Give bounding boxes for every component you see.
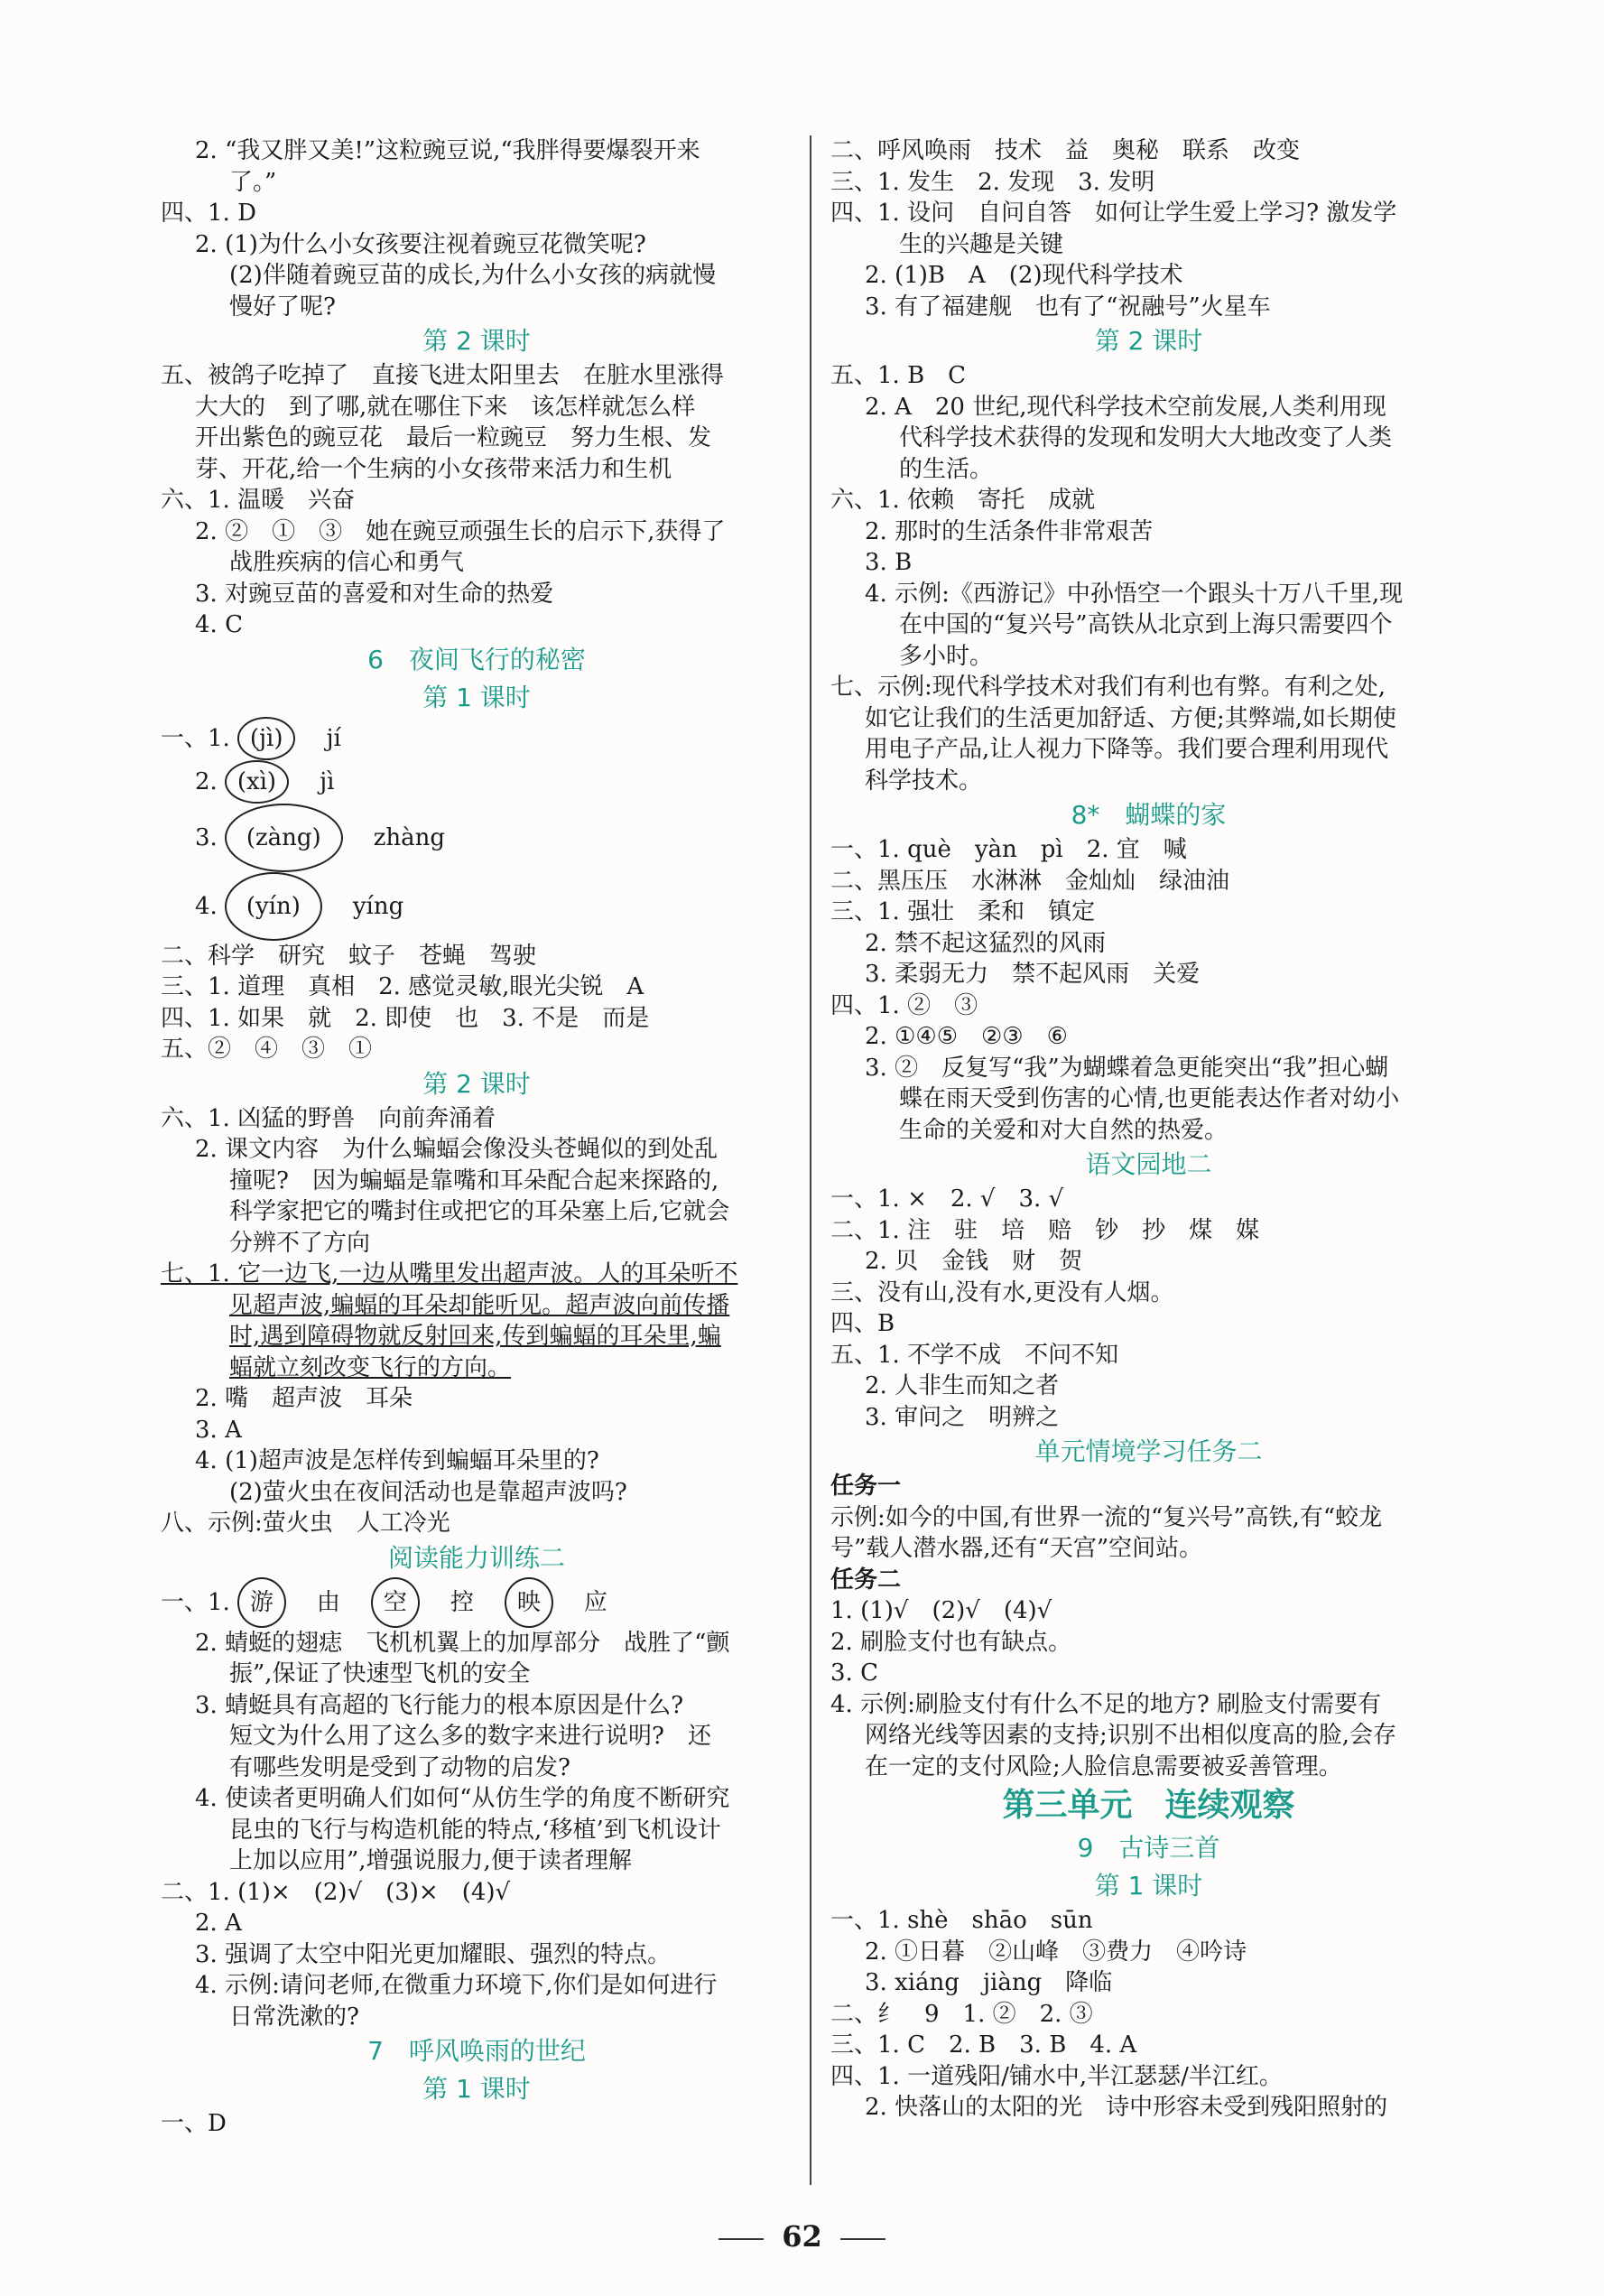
answer-line: 战胜疾病的信心和勇气 bbox=[229, 549, 465, 576]
circled-character: 空 bbox=[371, 1577, 420, 1628]
answer-line: 4. 使读者更明确人们如何“从仿生学的角度不断研究 bbox=[195, 1785, 730, 1812]
circled-pinyin: (zàng) bbox=[225, 804, 343, 872]
answer-line: 生命的关爱和对大自然的热爱。 bbox=[899, 1116, 1228, 1144]
circled-pinyin: (xì) bbox=[225, 760, 289, 804]
answer-line: 2. A bbox=[195, 1910, 242, 1937]
column-divider bbox=[810, 135, 811, 2185]
answer-line: 开出紫色的豌豆花 最后一粒豌豆 努力生根、发 bbox=[195, 424, 712, 451]
answer-line: 四、1. 设问 自问自答 如何让学生爱上学习? 激发学 bbox=[830, 200, 1397, 227]
answer-line: 撞呢? 因为蝙蝠是靠嘴和耳朵配合起来探路的, bbox=[229, 1167, 719, 1194]
answer-line: 生的兴趣是关键 bbox=[899, 230, 1064, 258]
answer-line: 2. 刷脸支付也有缺点。 bbox=[830, 1628, 1072, 1656]
pinyin-answer-line bbox=[161, 717, 793, 760]
pinyin-answer-line bbox=[161, 872, 793, 941]
answer-line: 3. xiáng jiàng 降临 bbox=[865, 1969, 1113, 1996]
answer-line: 二、纟 9 1. ② 2. ③ bbox=[830, 2000, 1093, 2028]
answer-line: 代科学技术获得的发现和发明大大地改变了人类 bbox=[899, 424, 1393, 451]
answer-line: 日常洗漱的? bbox=[229, 2003, 359, 2031]
answer-line: 2. ①日暮 ②山峰 ③费力 ④吟诗 bbox=[865, 1938, 1247, 1966]
section-heading: 7 呼风唤雨的世纪 bbox=[367, 2036, 586, 2066]
answer-line: 任务一 bbox=[830, 1473, 902, 1500]
answer-line: 3. 审问之 明辨之 bbox=[865, 1403, 1060, 1431]
section-heading: 第 2 课时 bbox=[1094, 326, 1203, 356]
answer-line: 2. 蜻蜓的翅痣 飞机机翼上的加厚部分 战胜了“颤 bbox=[195, 1629, 730, 1657]
answer-line: 3. 柔弱无力 禁不起风雨 关爱 bbox=[865, 961, 1201, 988]
answer-line: 3. ② 反复写“我”为蝴蝶着急更能突出“我”担心蝴 bbox=[865, 1054, 1389, 1082]
answer-line: 2. “我又胖又美!”这粒豌豆说,“我胖得要爆裂开来 bbox=[195, 137, 700, 164]
answer-line: 振”,保证了快速型飞机的安全 bbox=[229, 1660, 531, 1687]
answer-line: 七、1. 它一边飞,一边从嘴里发出超声波。人的耳朵听不 bbox=[161, 1260, 738, 1287]
answer-line: 2. 嘴 超声波 耳朵 bbox=[195, 1385, 413, 1412]
answer-line: 2. 贝 金钱 财 贺 bbox=[865, 1248, 1083, 1275]
right-column bbox=[830, 135, 1467, 2124]
answer-line: 五、1. B C bbox=[830, 362, 967, 389]
answer-line: 七、示例:现代科学技术对我们有利也有弊。有利之处, bbox=[830, 674, 1386, 701]
section-heading: 第 1 课时 bbox=[1094, 1871, 1203, 1901]
answer-line: (2)萤火虫在夜间活动也是靠超声波吗? bbox=[229, 1478, 627, 1506]
unit-heading: 第三单元 连续观察 bbox=[1002, 1787, 1295, 1824]
answer-line: 在一定的支付风险;人脸信息需要被妥善管理。 bbox=[865, 1752, 1342, 1780]
answer-line: 一、1. shè shāo sūn bbox=[830, 1907, 1093, 1934]
answer-line: 二、黑压压 水淋淋 金灿灿 绿油油 bbox=[830, 867, 1230, 895]
answer-line: 网络光线等因素的支持;识别不出相似度高的脸,会存 bbox=[865, 1722, 1397, 1749]
dash-right bbox=[840, 2238, 885, 2240]
answer-line: 蝶在雨天受到伤害的心情,也更能表达作者对幼小 bbox=[899, 1085, 1400, 1112]
item-number: 2. bbox=[195, 767, 218, 795]
answer-line: 3. 对豌豆苗的喜爱和对生命的热爱 bbox=[195, 580, 554, 608]
circled-character: 游 bbox=[237, 1577, 286, 1628]
answer-line: 在中国的“复兴号”高铁从北京到上海只需要四个 bbox=[899, 611, 1393, 638]
section-heading: 8* 蝴蝶的家 bbox=[1071, 800, 1227, 830]
circled-pinyin: (jì) bbox=[237, 717, 296, 760]
section-heading: 9 古诗三首 bbox=[1077, 1833, 1220, 1863]
answer-line: 三、1. 道理 真相 2. 感觉灵敏,眼光尖锐 A bbox=[161, 973, 644, 1000]
answer-line: 一、D bbox=[161, 2110, 227, 2137]
answer-line: 四、1. ② ③ bbox=[830, 991, 978, 1019]
page-number-footer bbox=[0, 2219, 1604, 2254]
pinyin-text: jì bbox=[296, 767, 335, 795]
pinyin-text: jí bbox=[302, 724, 341, 752]
answer-line: 2. ①④⑤ ②③ ⑥ bbox=[865, 1023, 1068, 1050]
answer-line: 3. B bbox=[865, 549, 913, 576]
answer-line: 一、1. què yàn pì 2. 宜 喊 bbox=[830, 836, 1187, 863]
answer-line: 五、1. 不学不成 不问不知 bbox=[830, 1341, 1119, 1369]
section-heading: 第 2 课时 bbox=[422, 1068, 531, 1099]
section-heading: 第 1 课时 bbox=[422, 2074, 531, 2104]
answer-line: 蝠就立刻改变飞行的方向。 bbox=[229, 1353, 512, 1381]
answer-line: 用电子产品,让人视力下降等。我们要合理利用现代 bbox=[865, 736, 1389, 763]
left-column bbox=[161, 135, 793, 2140]
answer-line: 1. (1)√ (2)√ (4)√ bbox=[830, 1597, 1052, 1624]
answer-line: 时,遇到障碍物就反射回来,传到蝙蝠的耳朵里,蝙 bbox=[229, 1323, 721, 1350]
answer-line: 一、1. × 2. √ 3. √ bbox=[830, 1185, 1064, 1213]
answer-line: 3. 蜻蜓具有高超的飞行能力的根本原因是什么? bbox=[195, 1691, 684, 1719]
section-heading: 第 2 课时 bbox=[422, 326, 531, 356]
answer-line: 2. 禁不起这猛烈的风雨 bbox=[865, 929, 1107, 957]
pinyin-text: zhàng bbox=[349, 823, 446, 851]
answer-line: 五、被鸽子吃掉了 直接飞进太阳里去 在脏水里涨得 bbox=[161, 362, 725, 389]
answer-line: 如它让我们的生活更加舒适、方便;其弊端,如长期使 bbox=[865, 704, 1397, 732]
answer-line: 4. (1)超声波是怎样传到蝙蝠耳朵里的? bbox=[195, 1447, 599, 1474]
answer-line: 二、科学 研究 蚊子 苍蝇 驾驶 bbox=[161, 942, 537, 970]
item-number: 4. bbox=[195, 892, 218, 920]
circled-characters-line bbox=[161, 1577, 793, 1628]
answer-line: 3. 有了福建舰 也有了“祝融号”火星车 bbox=[865, 293, 1271, 321]
answer-line: 短文为什么用了这么多的数字来进行说明? 还 bbox=[229, 1723, 711, 1750]
answer-line: 2. 快落山的太阳的光 诗中形容未受到残阳照射的 bbox=[865, 2094, 1388, 2121]
answer-line: 四、B bbox=[830, 1310, 895, 1337]
answer-line: 上加以应用”,增强说服力,便于读者理解 bbox=[229, 1847, 632, 1874]
pinyin-answer-line bbox=[161, 804, 793, 872]
answer-line: 三、1. 发生 2. 发现 3. 发明 bbox=[830, 168, 1155, 196]
answer-line: 4. C bbox=[195, 611, 243, 638]
section-heading: 语文园地二 bbox=[1085, 1149, 1212, 1179]
answer-line: 2. 课文内容 为什么蝙蝠会像没头苍蝇似的到处乱 bbox=[195, 1136, 719, 1163]
item-number: 一、1. bbox=[161, 1588, 230, 1616]
section-heading: 第 1 课时 bbox=[422, 682, 531, 712]
character: 控 bbox=[426, 1588, 497, 1616]
answer-line: 3. C bbox=[830, 1659, 878, 1687]
answer-line: 任务二 bbox=[830, 1566, 902, 1594]
answer-line: 2. (1)为什么小女孩要注视着豌豆花微笑呢? bbox=[195, 230, 646, 258]
dash-left bbox=[719, 2238, 764, 2240]
section-heading: 6 夜间飞行的秘密 bbox=[367, 644, 586, 674]
pinyin-answer-line bbox=[161, 760, 793, 804]
answer-line: 示例:如今的中国,有世界一流的“复兴号”高铁,有“蛟龙 bbox=[830, 1503, 1383, 1531]
answer-line: 2. 那时的生活条件非常艰苦 bbox=[865, 517, 1154, 545]
item-number: 一、1. bbox=[161, 724, 230, 752]
character: 应 bbox=[560, 1588, 631, 1616]
answer-line: 多小时。 bbox=[899, 642, 994, 670]
circled-character: 映 bbox=[505, 1577, 553, 1628]
answer-line: 四、1. 一道残阳/铺水中,半江瑟瑟/半江红。 bbox=[830, 2062, 1283, 2090]
answer-line: 芽、开花,给一个生病的小女孩带来活力和生机 bbox=[195, 455, 672, 483]
pinyin-text: yíng bbox=[329, 892, 404, 920]
answer-line: 三、1. 强壮 柔和 镇定 bbox=[830, 898, 1096, 925]
answer-line: 慢好了呢? bbox=[229, 293, 336, 321]
answer-line: 二、1. (1)× (2)√ (3)× (4)√ bbox=[161, 1878, 511, 1906]
answer-line: 4. 示例:刷脸支付有什么不足的地方? 刷脸支付需要有 bbox=[830, 1690, 1382, 1718]
answer-line: 的生活。 bbox=[899, 455, 994, 483]
character: 由 bbox=[292, 1588, 364, 1616]
answer-line: 三、1. C 2. B 3. B 4. A bbox=[830, 2031, 1137, 2059]
answer-line: 八、示例:萤火虫 人工冷光 bbox=[161, 1510, 450, 1537]
answer-line: 五、② ④ ③ ① bbox=[161, 1036, 373, 1063]
circled-pinyin: (yín) bbox=[225, 872, 322, 941]
answer-line: 二、1. 注 驻 培 赔 钞 抄 煤 媒 bbox=[830, 1216, 1260, 1244]
answer-line: 二、呼风唤雨 技术 益 奥秘 联系 改变 bbox=[830, 137, 1301, 164]
answer-line: 四、1. 如果 就 2. 即使 也 3. 不是 而是 bbox=[161, 1004, 650, 1032]
answer-line: 科学家把它的嘴封住或把它的耳朵塞上后,它就会 bbox=[229, 1198, 730, 1225]
answer-line: 2. (1)B A (2)现代科学技术 bbox=[865, 262, 1183, 289]
answer-line: 2. ② ① ③ 她在豌豆顽强生长的启示下,获得了 bbox=[195, 517, 726, 545]
answer-line: 六、1. 依赖 寄托 成就 bbox=[830, 487, 1096, 514]
answer-line: 号”载人潜水器,还有“天宫”空间站。 bbox=[830, 1535, 1203, 1562]
answer-line: 昆虫的飞行与构造机能的特点,‘移植’到飞机设计 bbox=[229, 1816, 721, 1844]
answer-line: 四、1. D bbox=[161, 200, 256, 227]
answer-line: 见超声波,蝙蝠的耳朵却能听见。超声波向前传播 bbox=[229, 1291, 730, 1319]
answer-line: 六、1. 凶猛的野兽 向前奔涌着 bbox=[161, 1104, 496, 1132]
answer-line: 4. 示例:《西游记》中孙悟空一个跟头十万八千里,现 bbox=[865, 580, 1404, 608]
item-number: 3. bbox=[195, 823, 218, 851]
answer-line: 有哪些发明是受到了动物的启发? bbox=[229, 1753, 570, 1781]
page-number: 62 bbox=[782, 2219, 822, 2254]
answer-line: 了。” bbox=[229, 168, 277, 196]
answer-line: 2. A 20 世纪,现代科学技术空前发展,人类利用现 bbox=[865, 393, 1386, 421]
answer-line: 3. 强调了太空中阳光更加耀眼、强烈的特点。 bbox=[195, 1940, 672, 1968]
answer-line: (2)伴随着豌豆苗的成长,为什么小女孩的病就慢 bbox=[229, 262, 717, 289]
answer-line: 4. 示例:请问老师,在微重力环境下,你们是如何进行 bbox=[195, 1972, 718, 1999]
answer-line: 大大的 到了哪,就在哪住下来 该怎样就怎么样 bbox=[195, 393, 696, 421]
answer-line: 六、1. 温暖 兴奋 bbox=[161, 487, 356, 514]
section-heading: 单元情境学习任务二 bbox=[1034, 1436, 1263, 1466]
section-heading: 阅读能力训练二 bbox=[387, 1542, 565, 1573]
answer-line: 科学技术。 bbox=[865, 767, 983, 795]
answer-line: 3. A bbox=[195, 1416, 242, 1444]
answer-line: 三、没有山,没有水,更没有人烟。 bbox=[830, 1278, 1174, 1306]
answer-line: 2. 人非生而知之者 bbox=[865, 1372, 1060, 1399]
answer-line: 分辨不了方向 bbox=[229, 1229, 371, 1257]
